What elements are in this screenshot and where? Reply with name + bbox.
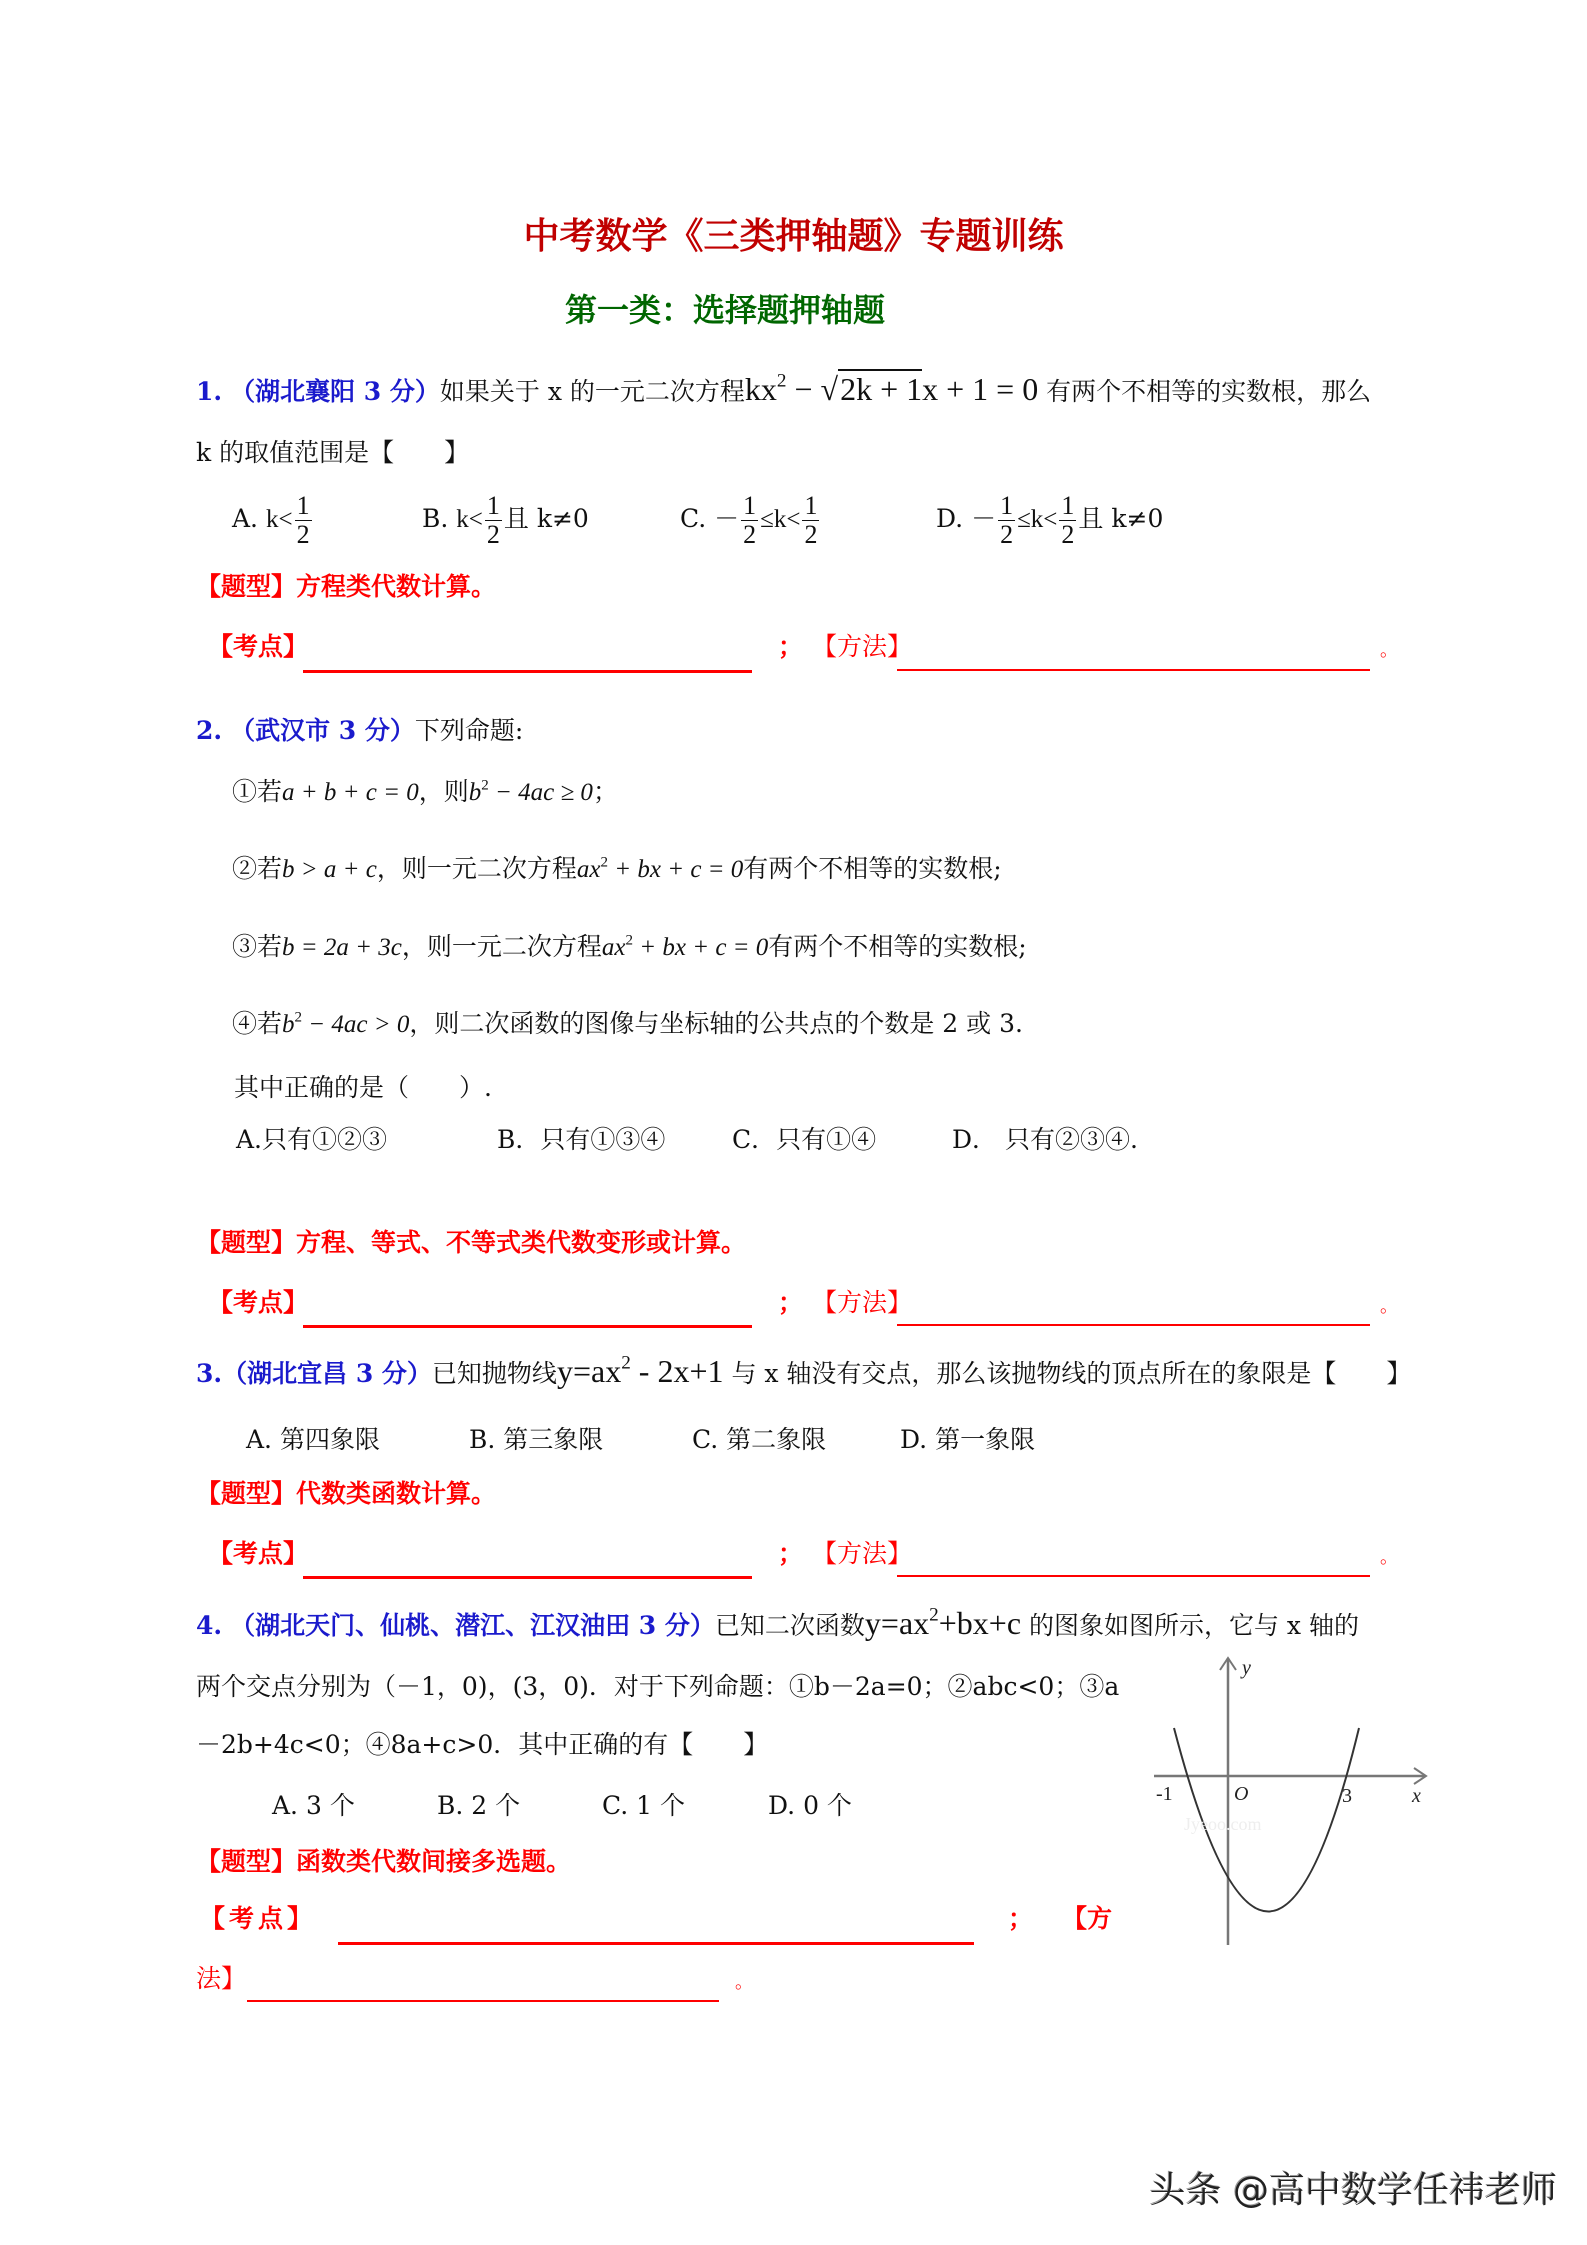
question-1-stem-line2: k 的取值范围是【 】	[196, 438, 470, 467]
question-text: 如果关于 x 的一元二次方程	[439, 377, 745, 406]
question-text-tail: 有两个不相等的实数根，那么	[1046, 377, 1372, 406]
fraction: $\frac{1}{2}$	[1000, 491, 1014, 549]
svg-text:O: O	[1234, 1783, 1249, 1805]
kaodian-answer-blank[interactable]	[303, 1576, 752, 1579]
fraction: $\frac{1}{2}$	[486, 491, 500, 549]
svg-text:Jyeoo.com: Jyeoo.com	[1184, 1814, 1262, 1834]
period: 。	[1380, 640, 1398, 661]
question-2-stem: 2. （武汉市 3 分）下列命题:	[196, 716, 524, 745]
fraction: $\frac{1}{2}$	[296, 491, 310, 549]
option-b[interactable]: B. k< $\frac{1}{2}$ 且 k≠0	[422, 491, 589, 549]
semicolon: ；	[778, 1539, 804, 1568]
equation: $y=ax^2 - 2x+1$	[556, 1352, 724, 1389]
question-type: 【题型】代数类函数计算。	[196, 1479, 497, 1508]
svg-text:y: y	[1242, 1657, 1251, 1679]
question-number: 2.	[196, 716, 223, 745]
question-source: （湖北宜昌 3 分）	[222, 1359, 432, 1388]
option-d[interactable]: D. 第一象限	[900, 1425, 1036, 1454]
question-type: 【题型】方程、等式、不等式类代数变形或计算。	[196, 1228, 747, 1257]
equation: $kx^2 - √2k + 1x + 1 = 0$	[744, 370, 1039, 407]
parabola-figure	[1120, 1650, 1440, 1950]
kaodian-answer-blank[interactable]	[338, 1942, 974, 1945]
option-a[interactable]: A. 第四象限	[246, 1425, 380, 1454]
question-source: （湖北襄阳 3 分）	[230, 377, 440, 406]
option-d[interactable]: D. 0 个	[768, 1791, 852, 1820]
kaodian-answer-blank[interactable]	[303, 1325, 752, 1328]
question-source: （湖北天门、仙桃、潜江、江汉油田 3 分）	[230, 1611, 715, 1640]
kaodian-label: 【考点】	[200, 1904, 317, 1933]
method-answer-blank[interactable]	[247, 2000, 719, 2002]
question-source: （武汉市 3 分）	[230, 716, 415, 745]
fraction: $\frac{1}{2}$	[804, 491, 818, 549]
option-a[interactable]: A.只有①②③	[236, 1125, 388, 1154]
page-title: 中考数学《三类押轴题》专题训练	[523, 216, 1064, 257]
proposition-2: ②若b > a + c，则一元二次方程$ax^2$ + bx + c = 0有两个不相等的实数根;	[232, 854, 1002, 883]
question-3-stem: 3.（湖北宜昌 3 分）已知抛物线$y=ax^2 - 2x+1$ 与 x 轴没有交点，那么该抛物线的顶点所在的象限是【 】	[196, 1352, 1412, 1389]
question-type: 【题型】函数类代数间接多选题。	[196, 1847, 572, 1876]
kaodian-label: 【考点】	[208, 1288, 309, 1317]
question-1-stem	[196, 372, 1371, 409]
fraction: $\frac{1}{2}$	[743, 491, 757, 549]
question-number: 3.	[196, 1359, 223, 1388]
proposition-4: ④若$b^2 - 4ac > 0$，则二次函数的图像与坐标轴的公共点的个数是 2 或 3.	[232, 1009, 1023, 1038]
option-c[interactable]: C. － $\frac{1}{2}$ ≤k< $\frac{1}{2}$	[680, 491, 818, 549]
parabola-graph-svg	[1120, 1650, 1440, 1950]
method-answer-blank[interactable]	[897, 669, 1370, 671]
question-4-stem-line2: 两个交点分别为（－1，0)，(3，0)．对于下列命题：①b－2a=0；②abc<0；③a	[196, 1672, 1120, 1701]
method-label-part1: 【方	[1062, 1904, 1113, 1933]
option-b[interactable]: B. 2 个	[437, 1791, 521, 1820]
option-c[interactable]: C. 1 个	[602, 1791, 685, 1820]
option-a[interactable]: A. k< $\frac{1}{2}$	[232, 491, 310, 549]
semicolon: ；	[778, 632, 804, 661]
question-type: 【题型】方程类代数计算。	[196, 572, 497, 601]
method-label: 【方法】	[812, 632, 913, 661]
kaodian-label: 【考点】	[208, 1539, 309, 1568]
method-answer-blank[interactable]	[897, 1575, 1370, 1577]
option-a[interactable]: A. 3 个	[272, 1791, 355, 1820]
question-2-ask: 其中正确的是（ ）.	[234, 1073, 492, 1102]
equation: $y=ax^2+bx+c$	[864, 1604, 1022, 1641]
semicolon: ；	[1008, 1904, 1034, 1933]
section-title: 第一类：选择题押轴题	[565, 291, 886, 329]
kaodian-answer-blank[interactable]	[303, 670, 752, 673]
period: 。	[1380, 1296, 1398, 1317]
option-c[interactable]: C. 第二象限	[692, 1425, 827, 1454]
svg-text:3: 3	[1342, 1785, 1352, 1807]
question-4-stem-line3: －2b+4c<0；④8a+c>0．其中正确的有【 】	[196, 1730, 769, 1759]
kaodian-label: 【考点】	[208, 632, 309, 661]
svg-text:-1: -1	[1156, 1783, 1173, 1805]
period: 。	[735, 1972, 753, 1993]
author-watermark: 头条 @高中数学任祎老师	[1149, 2170, 1557, 2211]
option-c[interactable]: C．只有①④	[732, 1125, 877, 1154]
method-answer-blank[interactable]	[897, 1324, 1370, 1326]
proposition-3: ③若b = 2a + 3c，则一元二次方程$ax^2$ + bx + c = 0有两个不相等的实数根;	[232, 932, 1027, 961]
semicolon: ；	[778, 1288, 804, 1317]
question-4-stem: 4. （湖北天门、仙桃、潜江、江汉油田 3 分）已知二次函数$y=ax^2+bx+c$ 的图象如图所示，它与 x 轴的	[196, 1604, 1359, 1641]
fraction: $\frac{1}{2}$	[1061, 491, 1075, 549]
period: 。	[1380, 1547, 1398, 1568]
question-number: 1.	[196, 377, 223, 406]
proposition-1: ①若a + b + c = 0，则$b^2 - 4ac \ge 0$；	[232, 777, 618, 806]
svg-text:x: x	[1412, 1785, 1421, 1807]
option-b[interactable]: B．只有①③④	[497, 1125, 666, 1154]
option-d[interactable]: D. － $\frac{1}{2}$ ≤k< $\frac{1}{2}$ 且 k≠0	[936, 491, 1164, 549]
question-number: 4.	[196, 1611, 223, 1640]
method-label-part2: 法】	[196, 1964, 247, 1993]
method-label: 【方法】	[812, 1539, 913, 1568]
option-b[interactable]: B. 第三象限	[469, 1425, 604, 1454]
option-d[interactable]: D． 只有②③④.	[952, 1125, 1138, 1154]
method-label: 【方法】	[812, 1288, 913, 1317]
